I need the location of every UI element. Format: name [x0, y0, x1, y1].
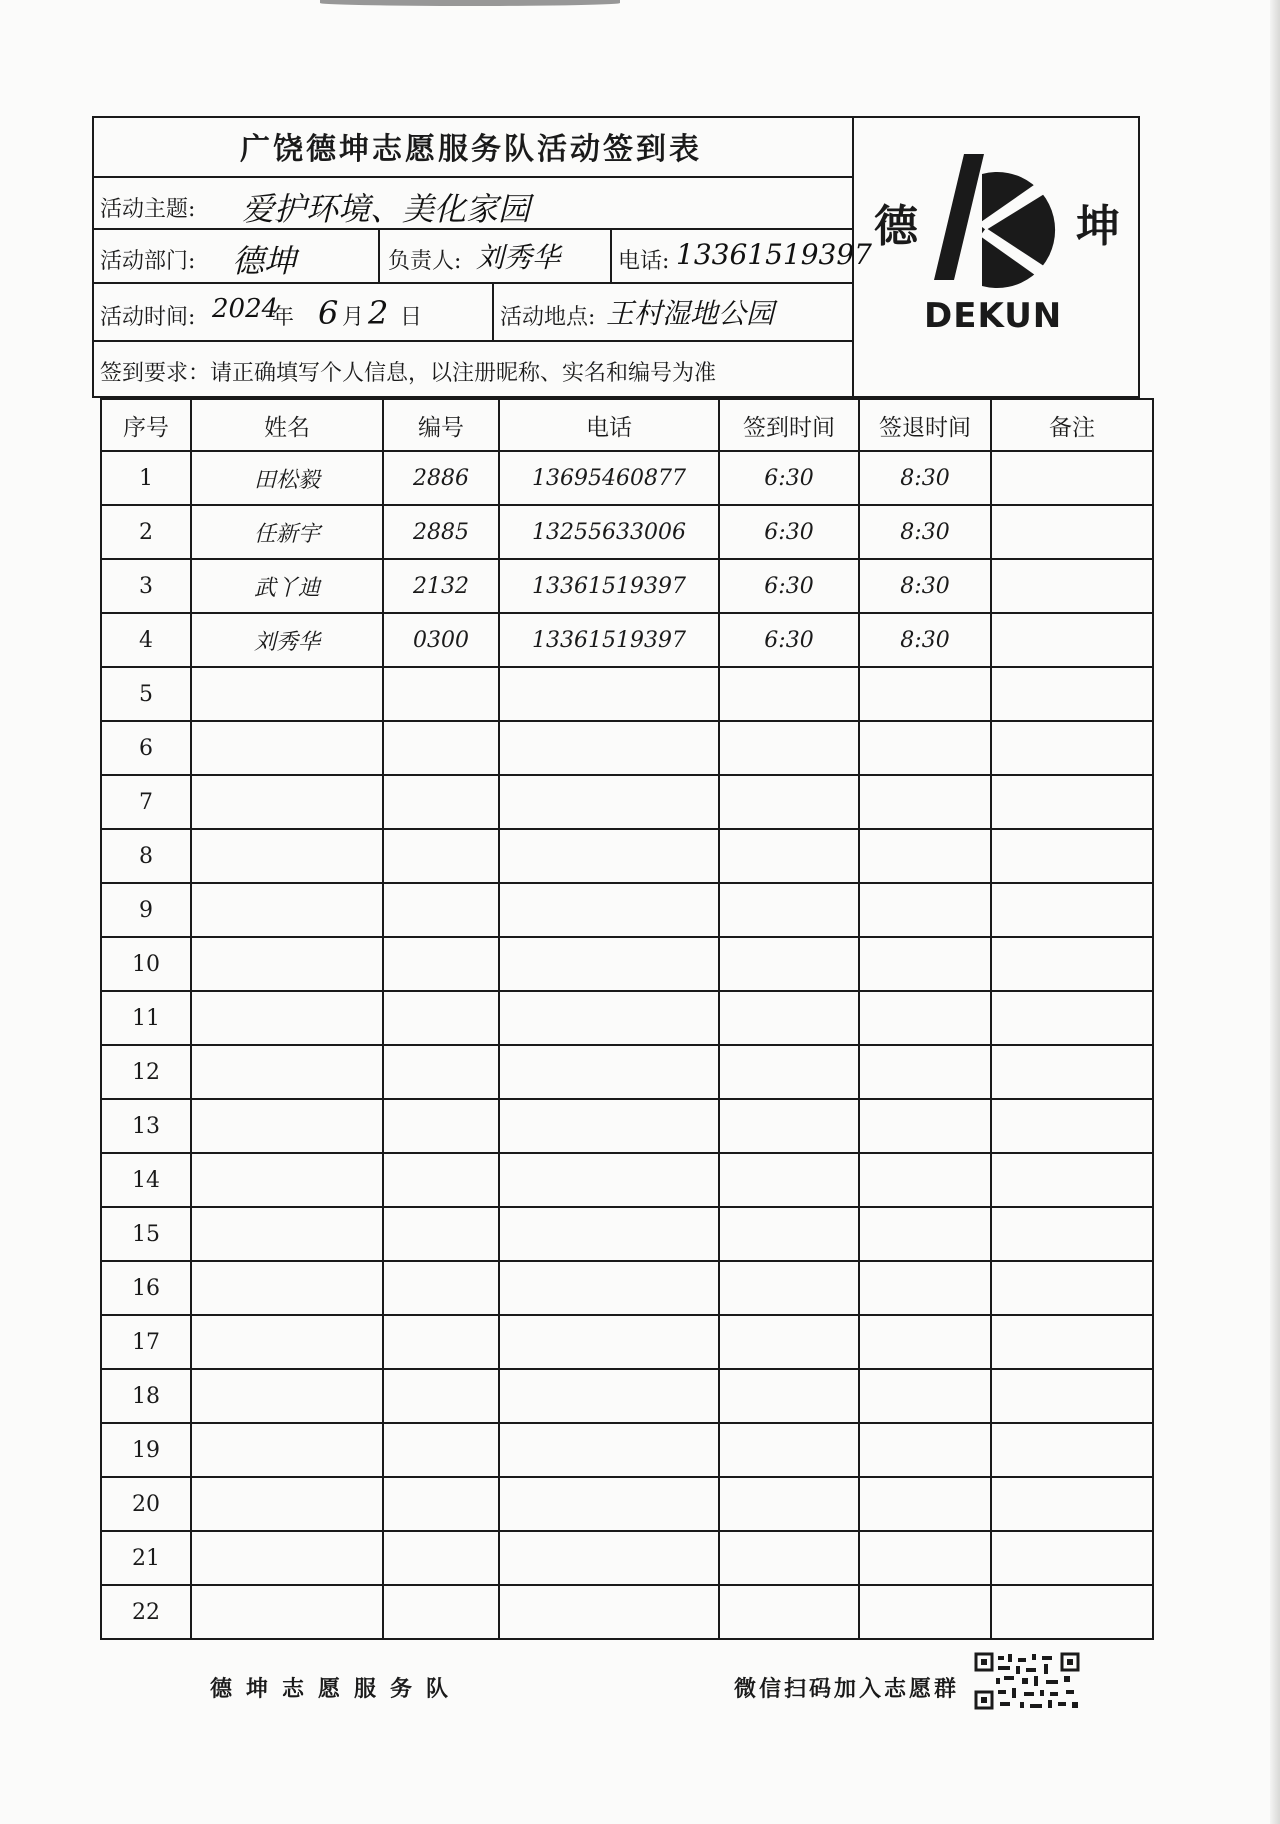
note-cell	[991, 1531, 1153, 1585]
column-header: 编号	[383, 399, 499, 451]
place-value: 王村湿地公园	[606, 297, 775, 330]
phone-cell	[499, 1207, 719, 1261]
sign-in-time-cell	[719, 937, 859, 991]
table-row	[101, 991, 1153, 1045]
member-id-cell: 0300	[383, 613, 499, 667]
member-id-cell: 2886	[383, 451, 499, 505]
phone-cell	[499, 1369, 719, 1423]
phone-cell	[499, 1261, 719, 1315]
sign-out-time-cell: 8:30	[859, 559, 991, 613]
day-unit: 日	[400, 305, 423, 330]
phone-cell	[499, 991, 719, 1045]
note-cell	[991, 1099, 1153, 1153]
phone-cell	[499, 775, 719, 829]
member-id-cell	[383, 937, 499, 991]
sheet-title: 广饶德坤志愿服务队活动签到表	[240, 132, 702, 167]
note-cell	[991, 1207, 1153, 1261]
time-day: 2	[368, 294, 389, 332]
member-id-cell	[383, 721, 499, 775]
row-number: 3	[101, 559, 191, 613]
row-number: 18	[101, 1369, 191, 1423]
note-cell	[991, 991, 1153, 1045]
column-header: 序号	[101, 399, 191, 451]
sign-out-time-cell: 8:30	[859, 613, 991, 667]
requirement-text: 签到要求：请正确填写个人信息，以注册昵称、实名和编号为准	[100, 361, 717, 386]
phone-cell	[499, 1423, 719, 1477]
footer-qr-text: 微信扫码加入志愿群	[734, 1676, 960, 1702]
sign-in-time-cell	[719, 1315, 859, 1369]
note-cell	[991, 667, 1153, 721]
table-row	[101, 505, 1153, 559]
sign-in-time-cell	[719, 1045, 859, 1099]
note-cell	[991, 505, 1153, 559]
sign-out-time-cell: 8:30	[859, 451, 991, 505]
row-number: 6	[101, 721, 191, 775]
row-number: 16	[101, 1261, 191, 1315]
time-year: 2024	[212, 294, 279, 324]
member-id-cell	[383, 829, 499, 883]
divider	[492, 284, 494, 340]
name-cell	[191, 1099, 383, 1153]
phone-cell	[499, 1585, 719, 1639]
name-cell	[191, 1315, 383, 1369]
table-row	[101, 613, 1153, 667]
place-label: 活动地点:	[500, 305, 596, 330]
row-number: 11	[101, 991, 191, 1045]
time-label: 活动时间:	[100, 305, 196, 330]
logo-wordmark: DEKUN	[924, 296, 1063, 336]
phone-cell	[499, 1099, 719, 1153]
phone-label: 电话:	[618, 249, 670, 274]
phone-cell	[499, 1153, 719, 1207]
phone-value: 13361519397	[676, 238, 872, 271]
sign-in-time-cell	[719, 1099, 859, 1153]
member-id-cell	[383, 883, 499, 937]
table-row	[101, 451, 1153, 505]
phone-cell: 13361519397	[499, 613, 719, 667]
phone-cell: 13361519397	[499, 559, 719, 613]
table-header-row	[101, 399, 1153, 451]
note-cell	[991, 829, 1153, 883]
row-number: 9	[101, 883, 191, 937]
name-cell	[191, 1369, 383, 1423]
note-cell	[991, 1045, 1153, 1099]
sign-in-time-cell	[719, 775, 859, 829]
member-id-cell	[383, 1045, 499, 1099]
name-cell	[191, 1477, 383, 1531]
month-unit: 月	[342, 305, 365, 330]
table-row	[101, 1585, 1153, 1639]
column-header: 签退时间	[859, 399, 991, 451]
theme-label: 活动主题:	[100, 197, 196, 222]
sign-out-time-cell	[859, 1261, 991, 1315]
name-cell	[191, 1045, 383, 1099]
time-month: 6	[318, 294, 339, 332]
table-row	[101, 1099, 1153, 1153]
divider	[610, 230, 612, 282]
footer-team: 德坤志愿服务队	[210, 1676, 463, 1702]
header-block	[92, 116, 872, 398]
dekun-k-icon	[924, 150, 1074, 290]
column-header: 签到时间	[719, 399, 859, 451]
page-edge	[1270, 0, 1280, 1824]
column-header: 电话	[499, 399, 719, 451]
note-cell	[991, 451, 1153, 505]
name-cell: 田松毅	[191, 451, 383, 505]
sign-in-time-cell	[719, 991, 859, 1045]
row-number: 14	[101, 1153, 191, 1207]
leader-label: 负责人:	[388, 249, 462, 274]
table-row	[101, 775, 1153, 829]
name-cell	[191, 883, 383, 937]
note-cell	[991, 1153, 1153, 1207]
member-id-cell	[383, 1477, 499, 1531]
sign-in-time-cell: 6:30	[719, 559, 859, 613]
phone-cell	[499, 721, 719, 775]
table-row	[101, 1045, 1153, 1099]
row-number: 5	[101, 667, 191, 721]
qr-code-icon	[974, 1652, 1080, 1710]
sign-out-time-cell	[859, 991, 991, 1045]
name-cell: 武丫迪	[191, 559, 383, 613]
member-id-cell	[383, 1099, 499, 1153]
column-header: 备注	[991, 399, 1153, 451]
name-cell	[191, 721, 383, 775]
sign-out-time-cell	[859, 1585, 991, 1639]
table-row	[101, 1369, 1153, 1423]
sign-out-time-cell	[859, 883, 991, 937]
note-cell	[991, 1315, 1153, 1369]
sign-out-time-cell	[859, 937, 991, 991]
table-row	[101, 667, 1153, 721]
sign-out-time-cell	[859, 1531, 991, 1585]
sign-in-time-cell	[719, 667, 859, 721]
table-row	[101, 1477, 1153, 1531]
phone-cell: 13695460877	[499, 451, 719, 505]
note-cell	[991, 721, 1153, 775]
logo	[852, 116, 1140, 398]
row-number: 17	[101, 1315, 191, 1369]
row-number: 20	[101, 1477, 191, 1531]
name-cell	[191, 775, 383, 829]
sign-out-time-cell	[859, 667, 991, 721]
sign-in-time-cell	[719, 1423, 859, 1477]
member-id-cell	[383, 775, 499, 829]
sign-in-time-cell	[719, 1207, 859, 1261]
member-id-cell	[383, 1207, 499, 1261]
phone-cell	[499, 667, 719, 721]
sign-in-time-cell	[719, 883, 859, 937]
sign-in-time-cell	[719, 829, 859, 883]
sign-out-time-cell	[859, 1153, 991, 1207]
member-id-cell	[383, 1585, 499, 1639]
sign-out-time-cell	[859, 1045, 991, 1099]
sign-out-time-cell	[859, 1207, 991, 1261]
name-cell	[191, 1207, 383, 1261]
member-id-cell	[383, 1531, 499, 1585]
phone-cell	[499, 1477, 719, 1531]
table-row	[101, 1315, 1153, 1369]
sign-in-time-cell	[719, 1261, 859, 1315]
name-cell	[191, 937, 383, 991]
row-number: 15	[101, 1207, 191, 1261]
table-row	[101, 1261, 1153, 1315]
name-cell	[191, 1423, 383, 1477]
row-number: 21	[101, 1531, 191, 1585]
sign-out-time-cell	[859, 721, 991, 775]
sign-in-time-cell	[719, 1531, 859, 1585]
row-number: 12	[101, 1045, 191, 1099]
member-id-cell	[383, 1423, 499, 1477]
dept-row	[92, 230, 872, 284]
dept-label: 活动部门:	[100, 249, 196, 274]
sign-out-time-cell	[859, 1099, 991, 1153]
year-unit: 年	[272, 305, 295, 330]
name-cell	[191, 667, 383, 721]
sign-out-time-cell: 8:30	[859, 505, 991, 559]
logo-right-char: 坤	[1076, 201, 1120, 252]
name-cell	[191, 1585, 383, 1639]
phone-cell	[499, 1315, 719, 1369]
row-number: 10	[101, 937, 191, 991]
sign-in-time-cell: 6:30	[719, 613, 859, 667]
sign-out-time-cell	[859, 1369, 991, 1423]
member-id-cell	[383, 667, 499, 721]
sign-out-time-cell	[859, 1315, 991, 1369]
member-id-cell	[383, 991, 499, 1045]
phone-cell	[499, 1531, 719, 1585]
member-id-cell: 2132	[383, 559, 499, 613]
member-id-cell	[383, 1369, 499, 1423]
member-id-cell	[383, 1261, 499, 1315]
dept-value: 德坤	[232, 242, 297, 280]
logo-left-char: 德	[874, 201, 918, 252]
member-id-cell	[383, 1153, 499, 1207]
name-cell	[191, 991, 383, 1045]
table-row	[101, 1531, 1153, 1585]
divider	[378, 230, 380, 282]
row-number: 2	[101, 505, 191, 559]
table-row	[101, 1153, 1153, 1207]
table-row	[101, 883, 1153, 937]
column-header: 姓名	[191, 399, 383, 451]
row-number: 1	[101, 451, 191, 505]
table-row	[101, 829, 1153, 883]
phone-cell	[499, 883, 719, 937]
sign-out-time-cell	[859, 775, 991, 829]
note-cell	[991, 1369, 1153, 1423]
sign-in-time-cell: 6:30	[719, 505, 859, 559]
page-shadow	[320, 0, 620, 6]
sign-in-time-cell: 6:30	[719, 451, 859, 505]
leader-value: 刘秀华	[476, 241, 561, 274]
table-row	[101, 1207, 1153, 1261]
sign-in-time-cell	[719, 1369, 859, 1423]
row-number: 4	[101, 613, 191, 667]
sign-in-time-cell	[719, 1153, 859, 1207]
row-number: 7	[101, 775, 191, 829]
note-cell	[991, 775, 1153, 829]
sign-in-time-cell	[719, 721, 859, 775]
note-cell	[991, 883, 1153, 937]
sign-in-table	[100, 398, 1154, 1640]
name-cell: 刘秀华	[191, 613, 383, 667]
row-number: 8	[101, 829, 191, 883]
name-cell	[191, 829, 383, 883]
phone-cell	[499, 937, 719, 991]
time-row	[92, 284, 852, 342]
name-cell: 任新宇	[191, 505, 383, 559]
note-cell	[991, 559, 1153, 613]
table-row	[101, 721, 1153, 775]
note-cell	[991, 1423, 1153, 1477]
member-id-cell	[383, 1315, 499, 1369]
name-cell	[191, 1531, 383, 1585]
row-number: 13	[101, 1099, 191, 1153]
title-row	[92, 116, 852, 178]
note-cell	[991, 937, 1153, 991]
phone-cell	[499, 1045, 719, 1099]
phone-cell	[499, 829, 719, 883]
sign-in-time-cell	[719, 1585, 859, 1639]
name-cell	[191, 1261, 383, 1315]
name-cell	[191, 1153, 383, 1207]
member-id-cell: 2885	[383, 505, 499, 559]
theme-row	[92, 178, 852, 230]
sign-out-time-cell	[859, 1477, 991, 1531]
row-number: 22	[101, 1585, 191, 1639]
sign-out-time-cell	[859, 829, 991, 883]
sign-out-time-cell	[859, 1423, 991, 1477]
table-row	[101, 559, 1153, 613]
note-cell	[991, 1585, 1153, 1639]
row-number: 19	[101, 1423, 191, 1477]
phone-cell: 13255633006	[499, 505, 719, 559]
theme-value: 爱护环境、美化家园	[242, 190, 531, 228]
table-row	[101, 937, 1153, 991]
note-cell	[991, 1261, 1153, 1315]
sign-in-time-cell	[719, 1477, 859, 1531]
table-row	[101, 1423, 1153, 1477]
note-cell	[991, 1477, 1153, 1531]
note-cell	[991, 613, 1153, 667]
